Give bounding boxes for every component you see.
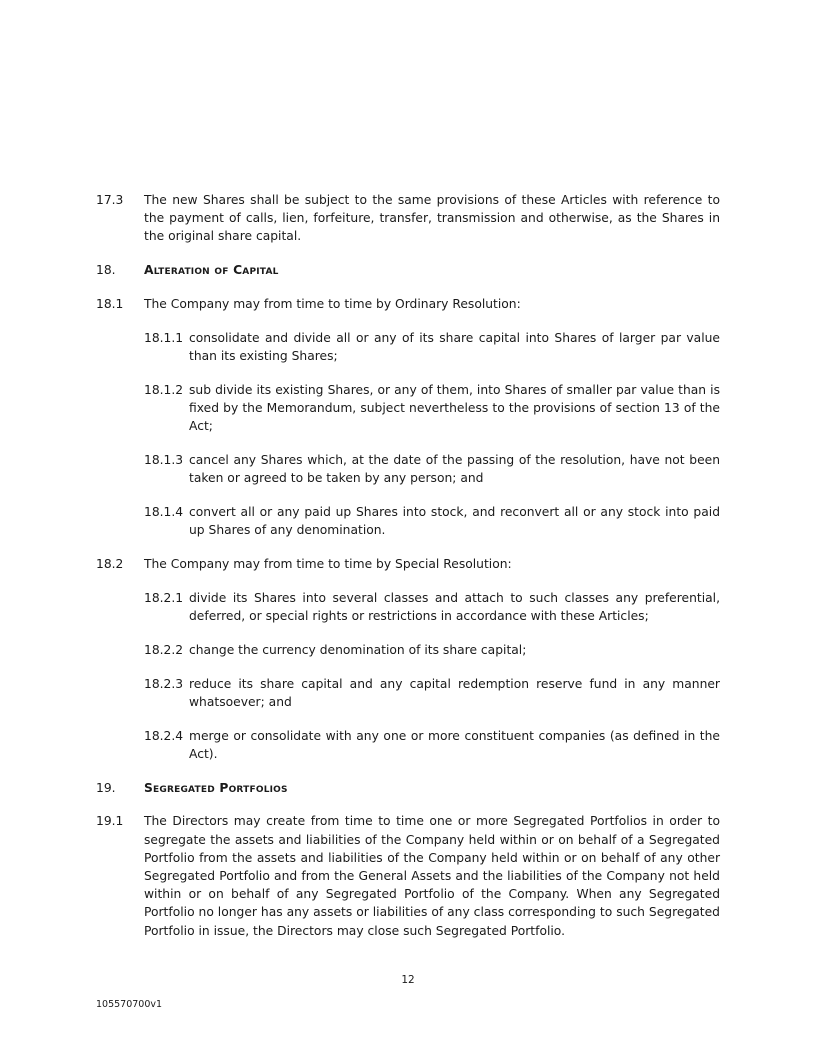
- subclause-text: convert all or any paid up Shares into stock, and reconvert all or any stock into paid up Shares of any denomination.: [189, 505, 720, 538]
- subclause-number: 18.1.3: [144, 453, 184, 467]
- subclause-18-2-3: [144, 675, 720, 711]
- page-number: 12: [401, 974, 415, 986]
- section-heading-19: [96, 779, 720, 797]
- section-number: 19.: [96, 780, 116, 795]
- section-heading-18: [96, 261, 720, 279]
- document-id: 105570700v1: [96, 999, 163, 1010]
- subclause-18-1-4: [144, 503, 720, 539]
- section-title: Alteration of Capital: [144, 263, 279, 278]
- subclause-text: change the currency denomination of its share capital;: [189, 642, 527, 657]
- page-content: [96, 191, 720, 940]
- clause-number: 18.1: [96, 297, 124, 311]
- clause-text: The new Shares shall be subject to the same provisions of these Articles with reference to the payment of calls, lien, forfeiture, transfer, transmission and otherwise, as the Shares in the original share capital.: [144, 193, 720, 244]
- clause-18-2: [96, 555, 720, 573]
- subclause-text: cancel any Shares which, at the date of the passing of the resolution, have not been taken or agreed to be taken by any person; and: [189, 453, 720, 486]
- clause-17-3: [96, 191, 720, 246]
- subclause-18-1-3: [144, 451, 720, 487]
- subclause-18-1-1: [144, 329, 720, 365]
- subclause-text: merge or consolidate with any one or more constituent companies (as defined in the Act).: [189, 728, 720, 761]
- clause-text: The Company may from time to time by Ordinary Resolution:: [144, 297, 521, 311]
- subclause-text: divide its Shares into several classes and attach to such classes any preferential, deferred, or special rights or restrictions in accordance with these Articles;: [189, 590, 720, 623]
- section-number: 18.: [96, 263, 116, 278]
- clause-18-1: [96, 295, 720, 313]
- clause-text: The Directors may create from time to time one or more Segregated Portfolios in order to segregate the assets and liabilities of the Company held within or on behalf of a Segregated Portfolio from the assets and liabilities of the Company held within or on behalf of any other Segregated Portfolio and from the General Assets and the liabilities of the Company not held within or on behalf of any Segregated Portfolio of the Company. When any Segregated Portfolio no longer has any assets or liabilities of any class corresponding to such Segregated Portfolio in issue, the Directors may close such Segregated Portfolio.: [144, 814, 720, 938]
- subclause-number: 18.2.4: [144, 728, 184, 743]
- subclause-text: reduce its share capital and any capital redemption reserve fund in any manner whatsoever; and: [189, 676, 720, 709]
- clause-text: The Company may from time to time by Special Resolution:: [144, 557, 512, 571]
- subclause-number: 18.2.3: [144, 676, 184, 691]
- subclause-text: sub divide its existing Shares, or any of them, into Shares of smaller par value than is fixed by the Memorandum, subject nevertheless to the provisions of section 13 of the Act;: [189, 382, 720, 434]
- clause-number: 18.2: [96, 557, 124, 571]
- subclause-number: 18.2.1: [144, 590, 184, 605]
- clause-number: 19.1: [96, 814, 124, 829]
- subclause-number: 18.2.2: [144, 642, 184, 657]
- subclause-18-2-1: [144, 589, 720, 625]
- subclause-18-2-2: [144, 641, 720, 659]
- clause-19-1: [96, 812, 720, 939]
- subclause-18-2-4: [144, 727, 720, 763]
- clause-number: 17.3: [96, 193, 124, 207]
- subclause-number: 18.1.2: [144, 382, 184, 397]
- subclause-number: 18.1.1: [144, 330, 184, 345]
- section-title: Segregated Portfolios: [144, 780, 288, 795]
- subclause-text: consolidate and divide all or any of its share capital into Shares of larger par value than its existing Shares;: [189, 330, 720, 363]
- subclause-18-1-2: [144, 381, 720, 436]
- subclause-number: 18.1.4: [144, 505, 184, 519]
